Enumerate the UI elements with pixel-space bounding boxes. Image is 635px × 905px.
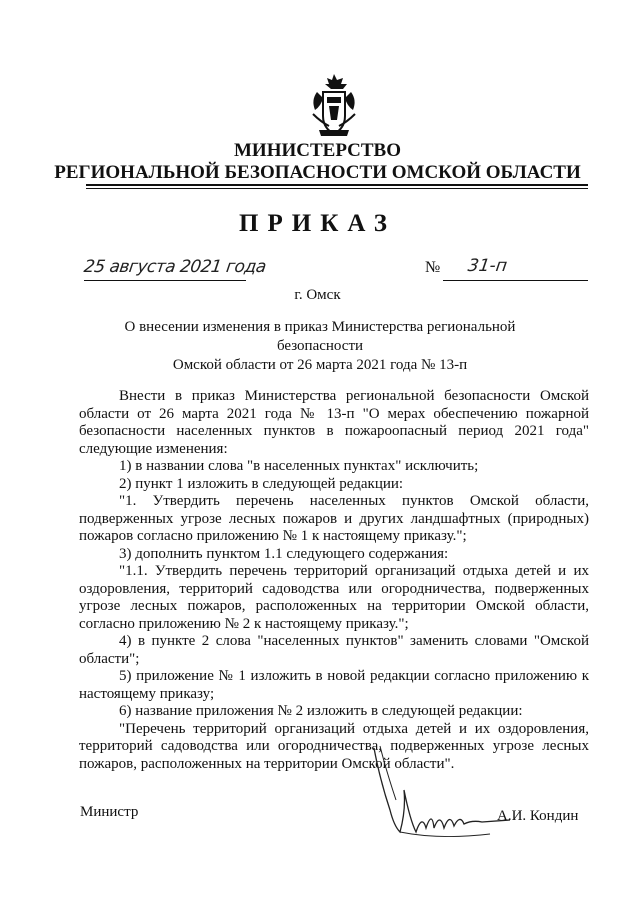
header-rule	[86, 184, 588, 186]
handwritten-signature	[360, 740, 520, 850]
date-underline	[84, 280, 246, 281]
body-paragraph: 6) название приложения № 2 изложить в следующей редакции:	[119, 703, 523, 719]
body-paragraph: 3) дополнить пунктом 1.1 следующего содержания:	[119, 545, 449, 562]
subject-line2: Омской области от 26 марта 2021 года № 13-п	[172, 357, 468, 373]
signer-name: А.И. Кондин	[497, 808, 579, 824]
coat-of-arms-icon	[307, 70, 361, 138]
body-paragraph: Внести в приказ Министерства региональной безопасности Омской области от 26 марта 2021 года № 13-п "О мерах обеспечению пожарной безопасности населенных пунктов в пожароопасный период 2021 года" следующие изменения:	[79, 388, 589, 457]
number-underline	[443, 280, 588, 281]
handwritten-date: 25 августа 2021 года	[82, 257, 268, 277]
number-label: №	[425, 259, 441, 276]
ministry-name-line2: РЕГИОНАЛЬНОЙ БЕЗОПАСНОСТИ ОМСКОЙ ОБЛАСТИ	[54, 162, 581, 183]
body-paragraph: "1.1. Утвердить перечень территорий организаций отдыха детей и их оздоровления, территорий садоводства или огородничества, подверженных угрозе лесных пожаров, расположенных на территории Омской области, согласно приложению № 2 к настоящему приказу.";	[79, 563, 589, 632]
city: г. Омск	[294, 287, 341, 303]
order-body	[79, 388, 589, 773]
body-paragraph: 5) приложение № 1 изложить в новой редакции согласно приложению к настоящему приказу;	[79, 668, 589, 702]
signer-title: Министр	[80, 804, 139, 820]
body-paragraph: 2) пункт 1 изложить в следующей редакции:	[119, 475, 404, 492]
body-paragraph: "Перечень территорий организаций отдыха детей и их оздоровления, территорий садоводства или огородничества, подверженных угрозе лесных пожаров, расположенных на территории Омской области".	[79, 720, 589, 772]
document-type-title: ПРИКАЗ	[239, 210, 396, 237]
subject-line1: О внесении изменения в приказ Министерства региональной безопасности	[124, 319, 516, 354]
body-paragraph: 4) в пункте 2 слова "населенных пунктов" заменить словами "Омской области";	[79, 633, 589, 667]
order-subject	[80, 318, 560, 375]
handwritten-number: 31-п	[466, 256, 509, 276]
body-paragraph: 1) в названии слова "в населенных пунктах" исключить;	[119, 458, 479, 474]
header-rule-thin	[86, 188, 588, 189]
body-paragraph: "1. Утвердить перечень населенных пунктов Омской области, подверженных угрозе лесных пожаров и других ландшафтных (природных) пожаров согласно приложению № 1 к настоящему приказу.";	[79, 493, 589, 544]
ministry-name-line1: МИНИСТЕРСТВО	[233, 140, 402, 161]
